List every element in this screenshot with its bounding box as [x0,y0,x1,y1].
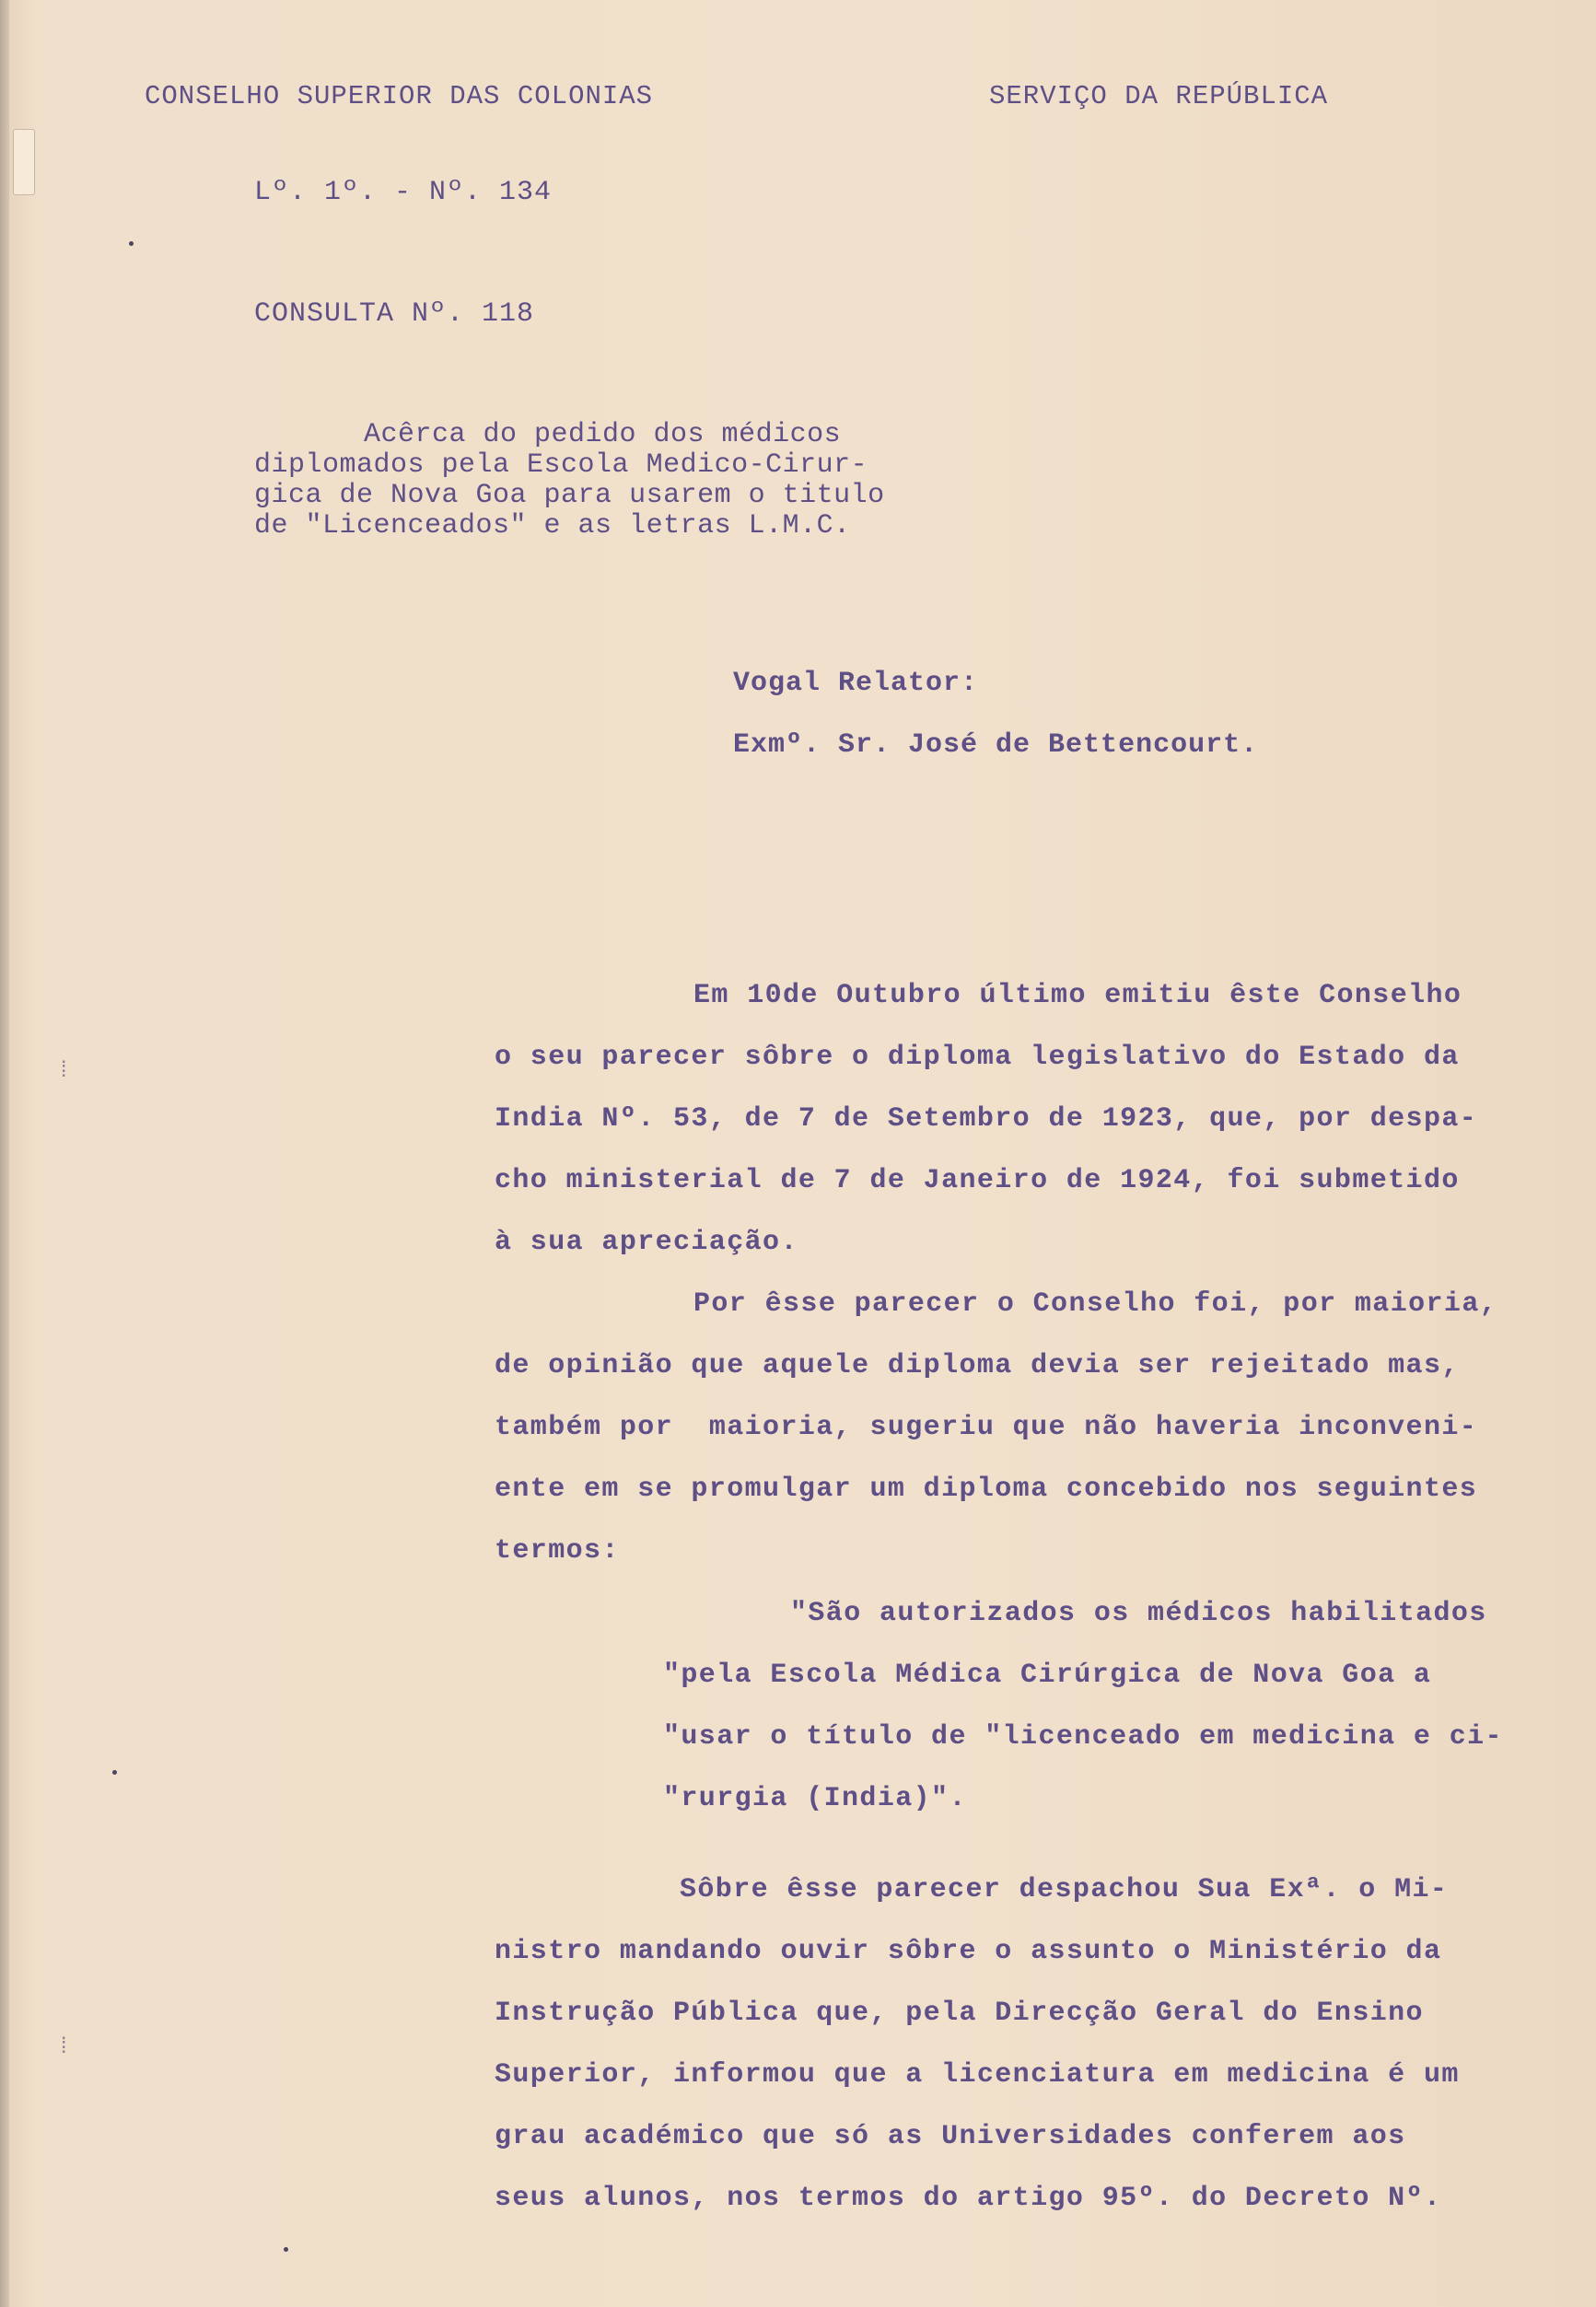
paragraph-line: também por maioria, sugeriu que não haveria inconveni- [495,1412,1478,1443]
quote-line: "pela Escola Médica Cirúrgica de Nova Goa a [663,1660,1432,1691]
consulta-number: CONSULTA Nº. 118 [254,298,535,330]
subject-line: Acêrca do pedido dos médicos [364,419,842,450]
paragraph-line: Superior, informou que a licenciatura em medicina é um [495,2059,1460,2091]
paragraph-line: India Nº. 53, de 7 de Setembro de 1923, que, por despa- [495,1103,1478,1135]
margin-pencil-mark: ⁞ [57,1059,71,1084]
ink-speck [284,2247,288,2252]
quote-line: "rurgia (India)". [663,1783,967,1814]
quote-line: "São autorizados os médicos habilitados [790,1598,1487,1629]
margin-pencil-mark: ⁞ [57,2035,71,2060]
paragraph-line: grau académico que só as Universidades conferem aos [495,2121,1406,2152]
page-left-edge [0,0,9,2307]
subject-line: diplomados pela Escola Medico-Cirur- [254,449,868,481]
paragraph-line: Instrução Pública que, pela Direcção Geral do Ensino [495,1998,1424,2029]
reference-number: Lº. 1º. - Nº. 134 [254,177,553,208]
header-right: SERVIÇO DA REPÚBLICA [989,81,1329,111]
relator-label: Vogal Relator: [733,668,979,699]
paragraph-line: cho ministerial de 7 de Janeiro de 1924, foi submetido [495,1165,1460,1196]
ink-speck [112,1770,117,1775]
paragraph-line: Por êsse parecer o Conselho foi, por maioria, [693,1288,1498,1320]
relator-name: Exmº. Sr. José de Bettencourt. [733,729,1259,761]
paragraph-line: seus alunos, nos termos do artigo 95º. do Decreto Nº. [495,2183,1442,2214]
paragraph-line: de opinião que aquele diploma devia ser rejeitado mas, [495,1350,1460,1381]
subject-line: de "Licenceados" e as letras L.M.C. [254,510,851,542]
paragraph-line: ente em se promulgar um diploma concebido nos seguintes [495,1474,1478,1505]
paragraph-line: à sua apreciação. [495,1227,798,1258]
ink-speck [129,241,134,246]
paragraph-line: o seu parecer sôbre o diploma legislativo do Estado da [495,1042,1460,1073]
paragraph-line: Em 10de Outubro último emitiu êste Conselho [693,980,1462,1011]
quote-line: "usar o título de "licenceado em medicina e ci- [663,1721,1503,1753]
subject-line: gica de Nova Goa para usarem o titulo [254,480,885,511]
header-left: CONSELHO SUPERIOR DAS COLONIAS [145,81,654,111]
paragraph-line: nistro mandando ouvir sôbre o assunto o Ministério da [495,1936,1442,1967]
paper-tear [13,129,35,195]
paragraph-line: Sôbre êsse parecer despachou Sua Exª. o Mi- [680,1874,1449,1905]
paragraph-line: termos: [495,1535,620,1567]
